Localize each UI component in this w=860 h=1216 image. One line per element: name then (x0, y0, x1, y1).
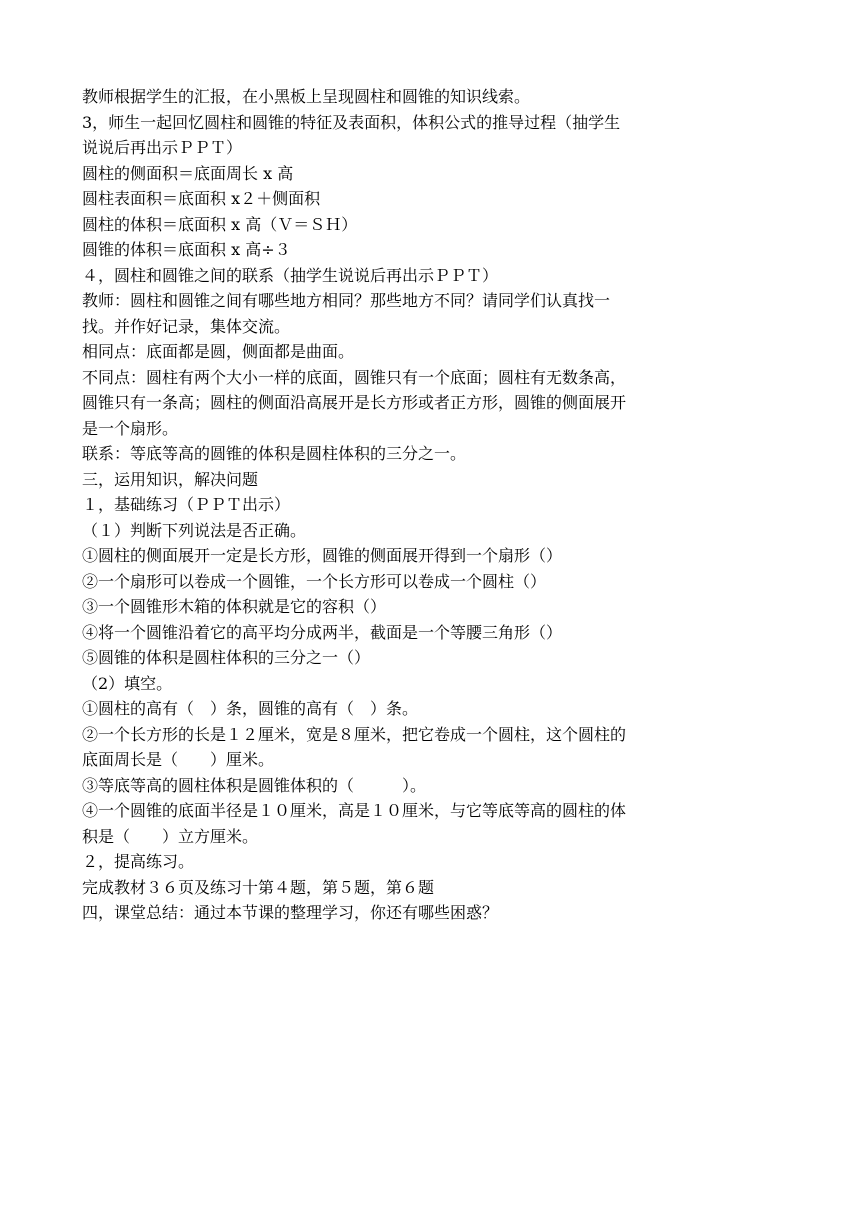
text-line-differences: 不同点：圆柱有两个大小一样的底面，圆锥只有一个底面；圆柱有无数条高， (82, 367, 627, 387)
list-item-fill-4: ④一个圆锥的底面半径是１０厘米，高是１０厘米，与它等底等高的圆柱的体 (82, 801, 627, 820)
formula-cylinder-volume: 圆柱的体积＝底面积 x 高（Ｖ＝ＳＨ） (82, 214, 358, 234)
list-item-fill-2-cont: 底面周长是（ ）厘米。 (82, 750, 275, 769)
list-item-tf-4: ④将一个圆锥沿着它的高平均分成两半，截面是一个等腰三角形（） (82, 622, 563, 642)
text-line-basic-practice: １，基础练习（ＰＰＴ出示） (82, 495, 291, 514)
formula-cylinder-lateral-area: 圆柱的侧面积＝底面周长 x 高 (82, 163, 294, 183)
text-line-intro: 教师根据学生的汇报，在小黑板上呈现圆柱和圆锥的知识线索。 (82, 87, 531, 106)
text-line-differences-cont: 圆锥只有一条高；圆柱的侧面沿高展开是长方形或者正方形，圆锥的侧面展开 (82, 393, 627, 412)
formula-cone-volume: 圆锥的体积＝底面积 x 高÷３ (82, 240, 291, 259)
list-item-tf-5: ⑤圆锥的体积是圆柱体积的三分之一（） (82, 648, 371, 667)
list-item-tf-2: ②一个扇形可以卷成一个圆锥，一个长方形可以卷成一个圆柱（） (82, 571, 547, 591)
formula-cylinder-surface-area: 圆柱表面积＝底面积 x２＋侧面积 (82, 189, 321, 208)
section-heading-3: 三，运用知识，解决问题 (82, 469, 259, 489)
text-line-step-3-cont: 说说后再出示ＰＰＴ） (82, 138, 243, 157)
text-line-step-4: ４，圆柱和圆锥之间的联系（抽学生说说后再出示ＰＰＴ） (82, 265, 499, 285)
list-item-fill-4-cont: 积是（ ）立方厘米。 (82, 826, 259, 846)
text-line-connection: 联系：等底等高的圆锥的体积是圆柱体积的三分之一。 (82, 444, 467, 463)
list-item-tf-3: ③一个圆锥形木箱的体积就是它的容积（） (82, 597, 387, 616)
document-page (82, 84, 782, 926)
list-item-fill-1: ①圆柱的高有（ ）条，圆锥的高有（ ）条。 (82, 699, 419, 718)
section-heading-4: 四，课堂总结：通过本节课的整理学习，你还有哪些困惑？ (82, 903, 499, 922)
text-line-fill-blank-heading: （2）填空。 (82, 673, 173, 693)
list-item-fill-2: ②一个长方形的长是１２厘米，宽是８厘米，把它卷成一个圆柱，这个圆柱的 (82, 724, 627, 744)
text-line-textbook-assignment: 完成教材３６页及练习十第４题，第５题，第６题 (82, 877, 435, 897)
text-line-step-3: 3，师生一起回忆圆柱和圆锥的特征及表面积，体积公式的推导过程（抽学生 (82, 112, 621, 132)
text-line-similarities: 相同点：底面都是圆，侧面都是曲面。 (82, 342, 355, 361)
text-line-differences-end: 是一个扇形。 (82, 418, 179, 438)
text-line-advanced-practice: ２，提高练习。 (82, 852, 195, 871)
text-line-teacher-question-cont: 找。并作好记录，集体交流。 (82, 316, 291, 336)
list-item-tf-1: ①圆柱的侧面展开一定是长方形，圆锥的侧面展开得到一个扇形（） (82, 546, 563, 565)
list-item-fill-3: ③等底等高的圆柱体积是圆锥体积的（ ）。 (82, 775, 427, 795)
text-line-teacher-question: 教师：圆柱和圆锥之间有哪些地方相同？那些地方不同？请同学们认真找一 (82, 291, 611, 310)
text-line-true-false-heading: （１）判断下列说法是否正确。 (82, 520, 307, 540)
